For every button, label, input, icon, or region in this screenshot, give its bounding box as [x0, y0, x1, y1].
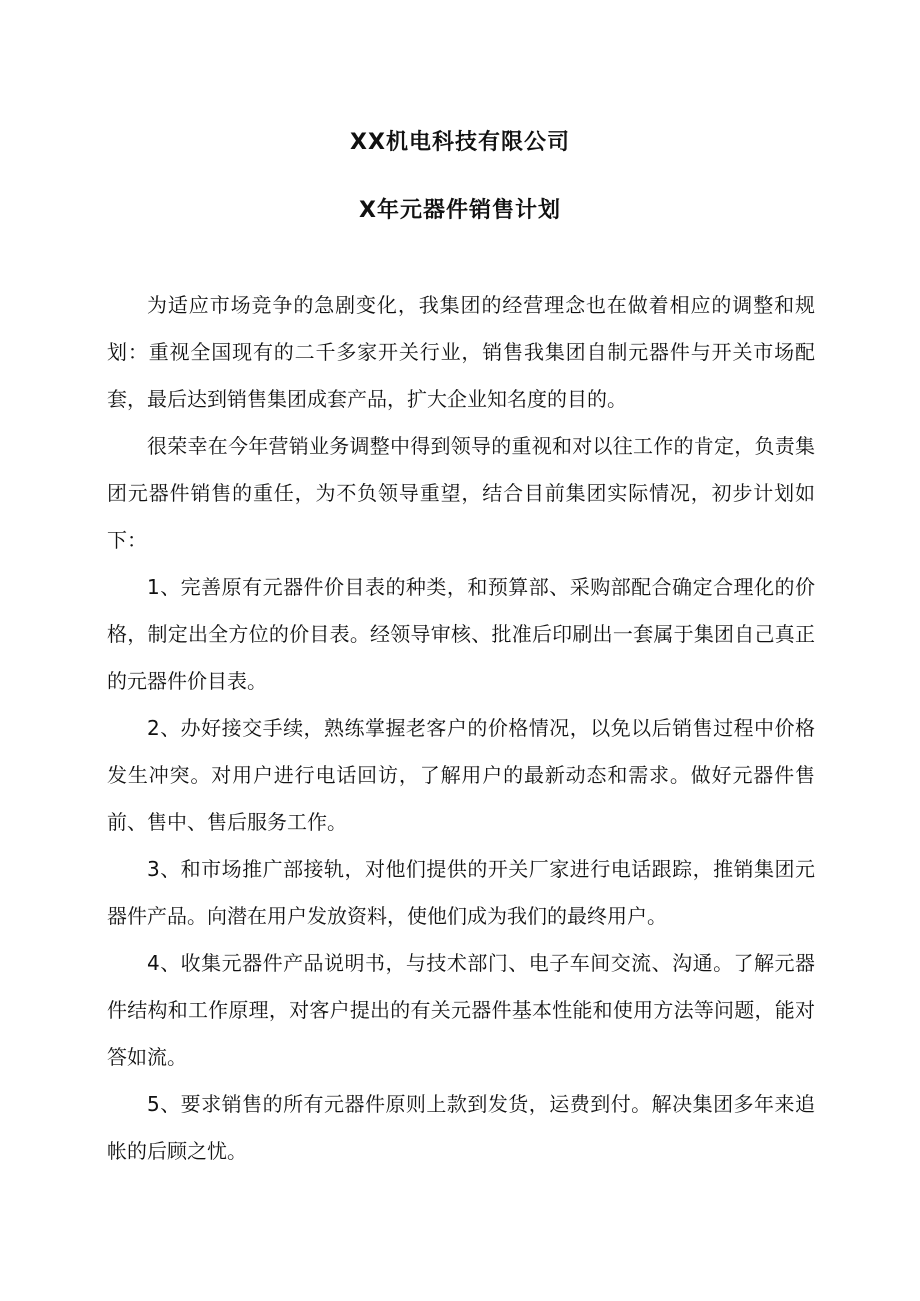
- plan-item-4: 4、收集元器件产品说明书，与技术部门、电子车间交流、沟通。了解元器件结构和工作原理，对客户提出的有关元器件基本性能和使用方法等问题，能对答如流。: [107, 951, 815, 1069]
- plan-item-1: 1、完善原有元器件价目表的种类，和预算部、采购部配合确定合理化的价格，制定出全方位的价目表。经领导审核、批准后印刷出一套属于集团自己真正的元器件价目表。: [107, 575, 815, 693]
- plan-item-2: 2、办好接交手续，熟练掌握老客户的价格情况，以免以后销售过程中价格发生冲突。对用户进行电话回访，了解用户的最新动态和需求。做好元器件售前、售中、售后服务工作。: [107, 716, 815, 834]
- plan-item-5: 5、要求销售的所有元器件原则上款到发货，运费到付。解决集团多年来追帐的后顾之忧。: [107, 1092, 815, 1163]
- plan-item-3: 3、和市场推广部接轨，对他们提供的开关厂家进行电话跟踪，推销集团元器件产品。向潜在用户发放资料，使他们成为我们的最终用户。: [107, 857, 815, 928]
- document-body: [107, 282, 815, 1175]
- paragraph-context: 很荣幸在今年营销业务调整中得到领导的重视和对以往工作的肯定，负责集团元器件销售的重任，为不负领导重望，结合目前集团实际情况，初步计划如下：: [107, 434, 815, 552]
- plan-title: X年元器件销售计划: [359, 198, 561, 223]
- paragraph-intro: 为适应市场竞争的急剧变化，我集团的经营理念也在做着相应的调整和规划：重视全国现有的二千多家开关行业，销售我集团自制元器件与开关市场配套，最后达到销售集团成套产品，扩大企业知名度的目的。: [107, 293, 815, 411]
- company-title: XX机电科技有限公司: [350, 130, 570, 155]
